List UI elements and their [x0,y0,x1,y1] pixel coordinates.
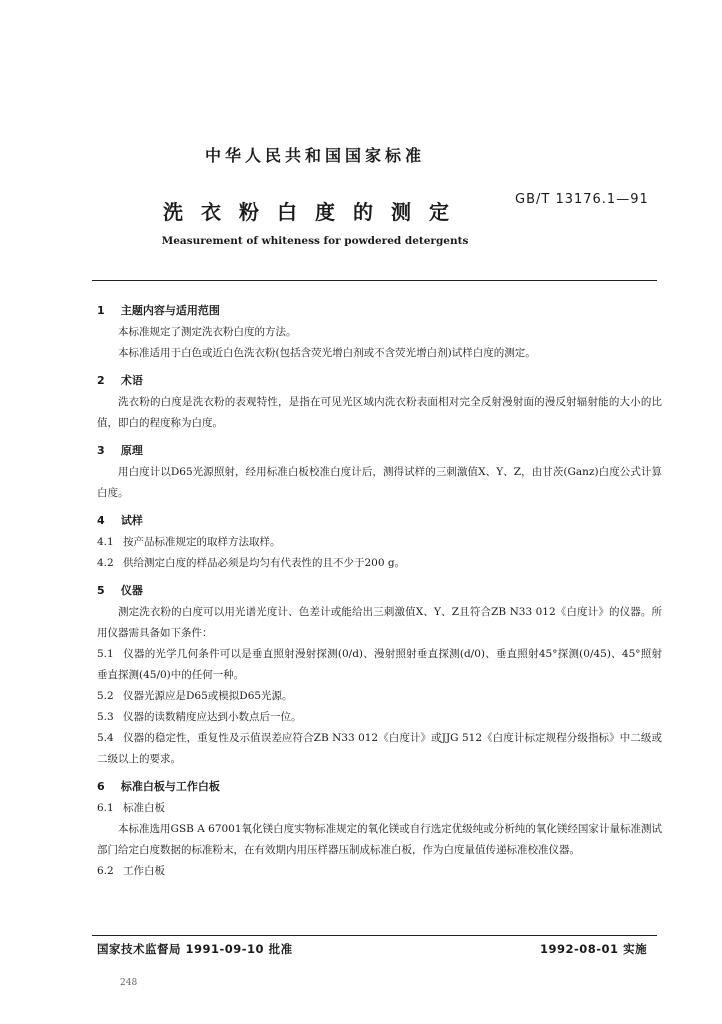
page-number: 248 [120,978,138,988]
section-heading-1 [97,300,662,322]
paragraph: 本标准规定了测定洗衣粉白度的方法。 [118,326,297,338]
clause [97,553,662,574]
section-heading-2 [97,370,662,392]
section-title: 原理 [120,444,143,457]
standard-number: GB/T 13176.1—91 [515,192,649,207]
clause-number: 5.2 [97,690,114,702]
footer-divider [92,935,657,936]
clause-text: 仪器光源应是D65或模拟D65光源。 [123,690,293,702]
section-number: 1 [97,304,105,317]
subsection-title: 工作白板 [123,865,165,877]
paragraph: 本标准适用于白色或近白色洗衣粉(包括含荧光增白剂或不含荧光增白剂)试样白度的测定。 [118,347,536,359]
clause-number: 4.2 [97,557,114,569]
section-title: 仪器 [120,584,143,597]
national-standard-header: 中华人民共和国国家标准 [204,146,425,165]
header-divider [92,280,657,281]
section-title: 标准白板与工作白板 [120,780,220,793]
section-number: 5 [97,584,105,597]
subsection-heading [97,798,662,819]
english-title: Measurement of whiteness for powdered detergents [161,235,469,247]
clause [97,707,662,728]
section-title: 术语 [120,374,143,387]
clause-number: 5.1 [97,648,114,660]
subsection-number: 6.2 [97,865,114,877]
clause-number: 5.4 [97,732,114,744]
clause-text: 供给测定白度的样品必须是均匀有代表性的且不少于200 g。 [123,557,406,569]
document-body [97,300,662,882]
section-heading-4 [97,510,662,532]
paragraph: 用白度计以D65光源照射，经用标准白板校准白度计后，测得试样的三刺激值X、Y、Z，由甘茨(Ganz)白度公式计算白度。 [97,466,662,499]
clause [97,686,662,707]
section-heading-6 [97,776,662,798]
subsection-title: 标准白板 [123,802,165,814]
section-title: 主题内容与适用范围 [120,304,220,317]
implementation-date: 1992-08-01 实施 [540,942,648,956]
clause-text: 仪器的稳定性，重复性及示值误差应符合ZB N33 012《白度计》或JJG 512《白度计标定规程分级指标》中二级或二级以上的要求。 [97,732,662,765]
subsection-number: 6.1 [97,802,114,814]
section-title: 试样 [120,514,143,527]
section-number: 3 [97,444,105,457]
clause-number: 4.1 [97,536,114,548]
clause-text: 仪器的读数精度应达到小数点后一位。 [123,711,302,723]
clause-text: 仪器的光学几何条件可以是垂直照射漫射探测(0/d)、漫射照射垂直探测(d/0)、垂直照射45°探测(0/45)、45°照射垂直探测(45/0)中的任何一种。 [97,648,662,681]
clause-text: 按产品标准规定的取样方法取样。 [123,536,281,548]
section-number: 2 [97,374,105,387]
section-heading-3 [97,440,662,462]
clause-number: 5.3 [97,711,114,723]
paragraph: 测定洗衣粉的白度可以用光谱光度计、色差计或能给出三刺激值X、Y、Z且符合ZB N33 012《白度计》的仪器。所用仪器需具备如下条件： [97,606,662,639]
clause [97,532,662,553]
subsection-heading [97,861,662,882]
clause [97,644,662,686]
section-number: 4 [97,514,105,527]
approval-line: 国家技术监督局 1991-09-10 批准 [97,942,293,956]
paragraph: 本标准选用GSB A 67001氧化镁白度实物标准规定的氧化镁或自行选定优级纯或分析纯的氧化镁经国家计量标准测试部门给定白度数据的标准粉末，在有效期内用压样器压制成标准白板，作为白度量值传递标准校准仪器。 [97,823,662,856]
paragraph: 洗衣粉的白度是洗衣粉的表观特性，是指在可见光区域内洗衣粉表面相对完全反射漫射面的漫反射辐射能的大小的比值，即白的程度称为白度。 [97,396,662,429]
section-number: 6 [97,780,105,793]
clause [97,728,662,770]
section-heading-5 [97,580,662,602]
document-title: 洗衣粉白度的测定 [163,200,467,224]
